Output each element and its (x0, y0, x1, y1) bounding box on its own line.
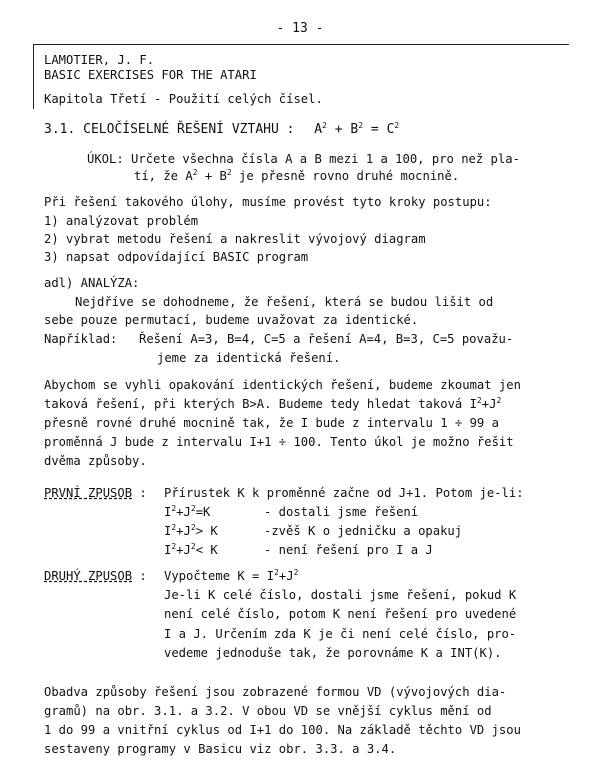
method1-row-equal: $I^2+J^2=K$ (164, 504, 211, 519)
closing-line-3: 1 do 99 a vnitřní cyklus od I+1 do 100. Na základě těchto VD jsou (44, 723, 521, 737)
para2-line1: Abychom se vyhli opakování identických řešení, budeme zkoumat jen (44, 378, 521, 392)
section-formula: $A^2 + B^2 = C^2$ (314, 121, 400, 137)
analysis-heading: adl) ANALÝZA: (44, 276, 140, 290)
method1-result-equal: - dostali jsme řešení (264, 505, 419, 519)
method1-description: Přírustek K k proměnné začne od J+1. Potom je-li: (164, 486, 524, 500)
method1-row-greater: $I^2+J^2> K$ (164, 523, 218, 538)
analysis-p1-line2: sebe pouze permutací, budeme uvažovat za identické. (44, 313, 419, 327)
method1-label: PRVNÍ ZPUSOB : (44, 486, 147, 500)
task-line-2: tí, že $A^2 + B^2$ je přesně rovno druhé mocnině. (134, 168, 460, 183)
example-line1: Řešení A=3, B=4, C=5 a řešení A=4, B=3, C=5 považu- (139, 332, 514, 346)
method1-result-less: - není řešení pro I a J (264, 543, 433, 557)
closing-line-1: Obadva způsoby řešení jsou zobrazené formou VD (vývojových dia- (44, 685, 507, 699)
header-author: LAMOTIER, J. F. (44, 53, 155, 67)
step-item-2: 2) vybrat metodu řešení a nakreslit vývojový diagram (44, 232, 426, 246)
header-chapter: Kapitola Třetí - Použití celých čísel. (44, 92, 323, 106)
example-line2: jeme za identická řešení. (157, 351, 341, 365)
closing-line-2: gramů) na obr. 3.1. a 3.2. V obou VD se vnější cyklus mění od (44, 704, 492, 718)
para2-line3: přesně rovné druhé mocnině tak, že I bude z intervalu 1 ÷ 99 a (44, 416, 499, 430)
para2-line5: dvěma způsoby. (44, 454, 147, 468)
analysis-p1-line1: Nejdříve se dohodneme, že řešení, která se budou lišit od (75, 295, 494, 309)
section-title-text: 3.1. CELOČÍSELNÉ ŘEŠENÍ VZTAHU : (44, 122, 295, 137)
method1-row-less: $I^2+J^2< K$ (164, 542, 218, 557)
para2-line4: proměnná J bude z intervalu I+1 ÷ 100. Tento úkol je možno řešit (44, 435, 514, 449)
method1-result-greater: -zvěš K o jedničku a opakuj (264, 524, 463, 538)
step-item-3: 3) napsat odpovídající BASIC program (44, 250, 309, 264)
section-title (44, 123, 399, 136)
task-line-1: ÚKOL: Určete všechna čísla A a B mezi 1 a 100, pro než pla- (87, 152, 520, 166)
header-book-title: BASIC EXERCISES FOR THE ATARI (44, 68, 257, 82)
method2-line-1: Je-li K celé číslo, dostali jsme řešení, pokud K (164, 588, 517, 602)
closing-line-4: sestaveny programy v Basicu viz obr. 3.3. a 3.4. (44, 742, 397, 756)
method2-line-3: I a J. Určením zda K je či není celé číslo, pro- (164, 627, 517, 641)
page-number: - 13 - (276, 21, 324, 36)
method2-label: DRUHÝ ZPUSOB : (44, 569, 147, 583)
step-item-1: 1) analýzovat problém (44, 214, 199, 228)
example-label: Například: (44, 332, 118, 346)
steps-intro: Při řešení takového úlohy, musíme provést tyto kroky postupu: (44, 195, 492, 209)
para2-line2: taková řešení, při kterých B>A. Budeme tedy hledat taková $I^2+J^2$ (44, 396, 502, 411)
method2-line-4: vedeme jednoduše tak, že porovnáme K a INT(K). (164, 646, 502, 660)
method2-calc: Vypočteme $K = I^2+J^2$ (164, 568, 299, 583)
header-box (33, 44, 569, 109)
method2-line-2: není celé číslo, potom K není řešení pro uvedené (164, 607, 517, 621)
